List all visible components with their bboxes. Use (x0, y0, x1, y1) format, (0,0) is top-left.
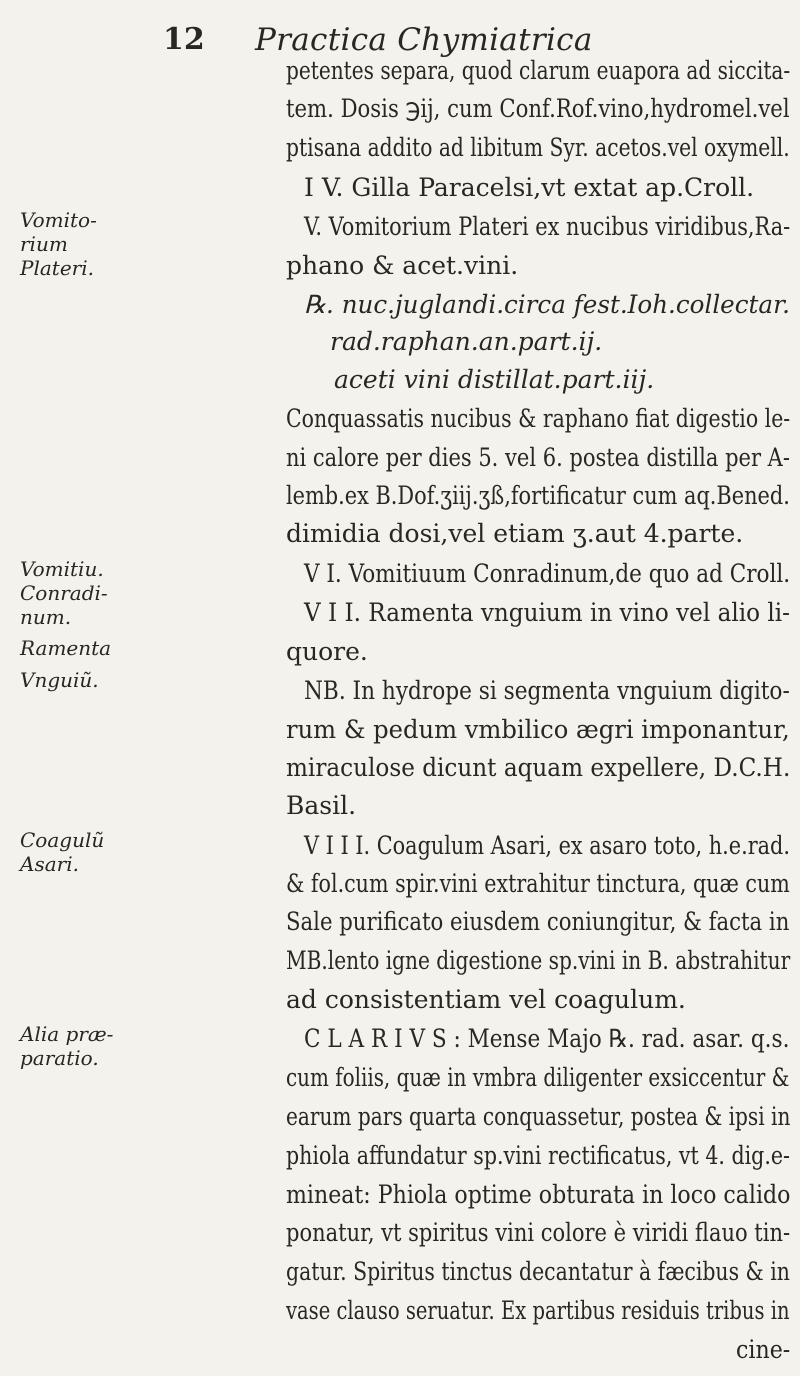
text-line: ad consistentiam vel coagulum. (286, 985, 686, 1014)
margin-note: Conradi- (20, 581, 108, 605)
text-line: tem. Dosis ℈ij, cum Conf.Rof.vino,hydromel.vel (286, 94, 790, 123)
text-line: V. Vomitorium Plateri ex nucibus viridibus,Ra- (304, 212, 791, 241)
text-line: lemb.ex B.Dof.ʒiij.ʒß,fortificatur cum aq.Bened. (286, 481, 790, 510)
text-line: gatur. Spiritus tinctus decantatur à fæcibus & in (286, 1257, 790, 1286)
text-line: miraculose dicunt aquam expellere, D.C.H. (286, 753, 791, 782)
margin-note: Vomitiu. (20, 557, 104, 581)
text-line: V I I I. Coagulum Asari, ex asaro toto, h.e.rad. (304, 831, 790, 860)
text-line: quore. (286, 637, 368, 666)
text-line: Conquassatis nucibus & raphano fiat digestio le- (286, 404, 791, 433)
text-line: V I. Vomitiuum Conradinum,de quo ad Croll. (304, 559, 791, 588)
text-line: I V. Gilla Paracelsi,vt extat ap.Croll. (304, 173, 755, 202)
text-line: ℞. nuc.juglandi.circa fest.Ioh.collectar. (304, 290, 790, 319)
text-line: rad.raphan.an.part.ij. (330, 327, 603, 356)
margin-note: Plateri. (20, 256, 94, 280)
text-line: aceti vini distillat.part.iij. (334, 365, 655, 394)
text-line: vase clauso seruatur. Ex partibus residuis tribus in (286, 1296, 790, 1325)
text-line: MB.lento igne digestione sp.vini in B. abstrahitur (286, 946, 791, 975)
text-line: & fol.cum spir.vini extrahitur tinctura, quæ cum (286, 869, 790, 898)
text-line: rum & pedum vmbilico ægri imponantur, (286, 715, 790, 744)
text-line: V I I. Ramenta vnguium in vino vel alio li- (304, 598, 790, 627)
text-line: ni calore per dies 5. vel 6. postea distilla per A- (286, 443, 790, 472)
text-line: Basil. (286, 791, 357, 820)
margin-note: Vomito- (20, 208, 97, 232)
margin-note: paratio. (20, 1046, 99, 1070)
text-line: earum pars quarta conquassetur, postea & ipsi in (286, 1102, 791, 1131)
margin-note: Coagulũ (20, 828, 105, 852)
text-line: phiola affundatur sp.vini rectificatus, vt 4. dig.e- (286, 1141, 790, 1170)
margin-note: rium (20, 232, 68, 256)
margin-note: Alia præ- (20, 1022, 114, 1046)
text-line: phano & acet.vini. (286, 251, 519, 280)
text-line: ptisana addito ad libitum Syr. acetos.vel oxymell. (286, 133, 790, 162)
margin-note: Asari. (20, 852, 79, 876)
catchword: cine- (736, 1335, 791, 1364)
text-line: NB. In hydrope si segmenta vnguium digito- (304, 676, 790, 705)
margin-note: num. (20, 605, 72, 629)
margin-note: Vnguiũ. (20, 668, 99, 692)
running-title: Practica Chymiatrica (255, 22, 593, 58)
text-line: Sale purificato eiusdem coniungitur, & facta in (286, 907, 790, 936)
page-number: 12 (163, 22, 205, 57)
text-line: cum foliis, quæ in vmbra diligenter exsiccentur & (286, 1063, 790, 1092)
text-line: C L A R I V S : Mense Majo ℞. rad. asar. q.s. (304, 1024, 790, 1053)
text-line: petentes separa, quod clarum euapora ad siccita- (286, 56, 791, 85)
text-line: dimidia dosi,vel etiam ʒ.aut 4.parte. (286, 519, 744, 548)
text-line: mineat: Phiola optime obturata in loco calido (286, 1180, 791, 1209)
text-line: ponatur, vt spiritus vini colore è viridi flauo tin- (286, 1218, 791, 1247)
margin-note: Ramenta (20, 636, 112, 660)
